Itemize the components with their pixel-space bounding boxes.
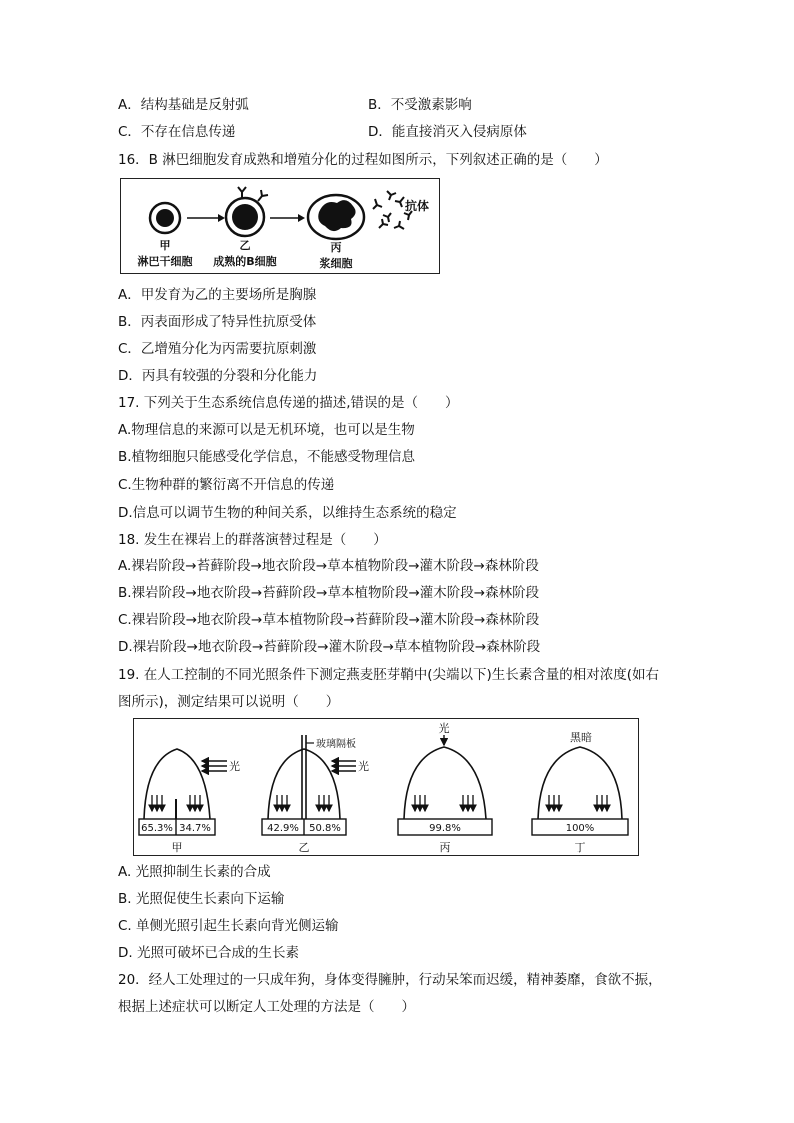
cell-bing-name: 浆细胞 [319, 257, 353, 270]
q17-stem: 17. 下列关于生态系统信息传递的描述,错误的是（ ） [118, 395, 459, 411]
jia-left-value: 65.3% [141, 823, 173, 834]
panel-label-ding: 丁 [574, 841, 586, 854]
q17-option-c: C.生物种群的繁衍离不开信息的传递 [118, 477, 335, 493]
q16-option-b: B．丙表面形成了特异性抗原受体 [118, 314, 317, 330]
jia-right-value: 34.7% [179, 823, 211, 834]
q19-option-c: C. 单侧光照引起生长素向背光侧运输 [118, 918, 339, 934]
q19-option-b: B. 光照促使生长素向下运输 [118, 891, 285, 907]
cell-yi-letter: 乙 [239, 239, 251, 252]
cell-jia-name: 淋巴干细胞 [137, 255, 193, 268]
cell-jia-letter: 甲 [159, 239, 171, 252]
cell-yi-name: 成熟的B细胞 [213, 255, 277, 268]
coleoptile-diagram [134, 719, 638, 855]
q19-option-a: A. 光照抑制生长素的合成 [118, 864, 271, 880]
q16-option-c: C．乙增殖分化为丙需要抗原刺激 [118, 341, 317, 357]
antibody-label: 抗体 [404, 199, 430, 213]
q18-stem: 18. 发生在裸岩上的群落演替过程是（ ） [118, 532, 387, 548]
panel-yi [262, 735, 369, 854]
lymphoid-stem-cell [150, 203, 180, 233]
bing-value: 99.8% [429, 823, 461, 834]
q20-stem-line2: 根据上述症状可以断定人工处理的方法是（ ） [118, 999, 415, 1015]
yi-left-value: 42.9% [267, 823, 299, 834]
q16-option-d: D．丙具有较强的分裂和分化能力 [118, 368, 318, 384]
q17-option-a: A.物理信息的来源可以是无机环境，也可以是生物 [118, 422, 415, 438]
q19-stem-line2: 图所示)，测定结果可以说明（ ） [118, 694, 340, 710]
ding-value: 100% [565, 823, 595, 834]
q15-option-d: D．能直接消灭入侵病原体 [368, 124, 527, 140]
glass-label: 玻璃隔板 [316, 739, 356, 750]
q19-option-d: D. 光照可破坏已合成的生长素 [118, 945, 299, 961]
q15-option-c: C．不存在信息传递 [118, 124, 236, 140]
light-label-jia: 光 [229, 760, 240, 773]
q19-stem-line1: 19. 在人工控制的不同光照条件下测定燕麦胚芽鞘中(尖端以下)生长素含量的相对浓度(如右 [118, 667, 660, 683]
cell-bing-letter: 丙 [330, 241, 342, 254]
q20-stem-line1: 20．经人工处理过的一只成年狗，身体变得臃肿，行动呆笨而迟缓，精神萎靡，食欲不振， [118, 972, 662, 988]
panel-label-jia: 甲 [171, 841, 183, 854]
q15-option-a: A．结构基础是反射弧 [118, 97, 249, 113]
yi-right-value: 50.8% [309, 823, 341, 834]
dark-label: 黑暗 [570, 731, 592, 744]
q16-figure [120, 178, 440, 274]
q18-option-c: C.裸岩阶段→地衣阶段→草本植物阶段→苔藓阶段→灌木阶段→森林阶段 [118, 612, 540, 628]
light-label-bing: 光 [438, 722, 450, 735]
q18-option-a: A.裸岩阶段→苔藓阶段→地衣阶段→草本植物阶段→灌木阶段→森林阶段 [118, 558, 539, 574]
plasma-cell [308, 195, 364, 239]
q19-figure [133, 718, 639, 856]
panel-jia [139, 749, 240, 854]
q15-option-b: B．不受激素影响 [368, 97, 472, 113]
mature-b-cell [226, 187, 268, 236]
q16-option-a: A．甲发育为乙的主要场所是胸腺 [118, 287, 317, 303]
q17-option-d: D.信息可以调节生物的种间关系，以维持生态系统的稳定 [118, 505, 457, 521]
q17-option-b: B.植物细胞只能感受化学信息，不能感受物理信息 [118, 449, 416, 465]
panel-ding [532, 730, 628, 854]
panel-bing [398, 721, 492, 854]
q16-stem: 16．B 淋巴细胞发育成熟和增殖分化的过程如图所示，下列叙述正确的是（ ） [118, 152, 608, 168]
panel-label-bing: 丙 [439, 841, 451, 854]
q18-option-d: D.裸岩阶段→地衣阶段→苔藓阶段→灌木阶段→草本植物阶段→森林阶段 [118, 639, 541, 655]
light-label-yi: 光 [358, 760, 369, 773]
panel-label-yi: 乙 [298, 841, 310, 854]
q18-option-b: B.裸岩阶段→地衣阶段→苔藓阶段→草本植物阶段→灌木阶段→森林阶段 [118, 585, 540, 601]
b-cell-diagram [121, 179, 439, 273]
